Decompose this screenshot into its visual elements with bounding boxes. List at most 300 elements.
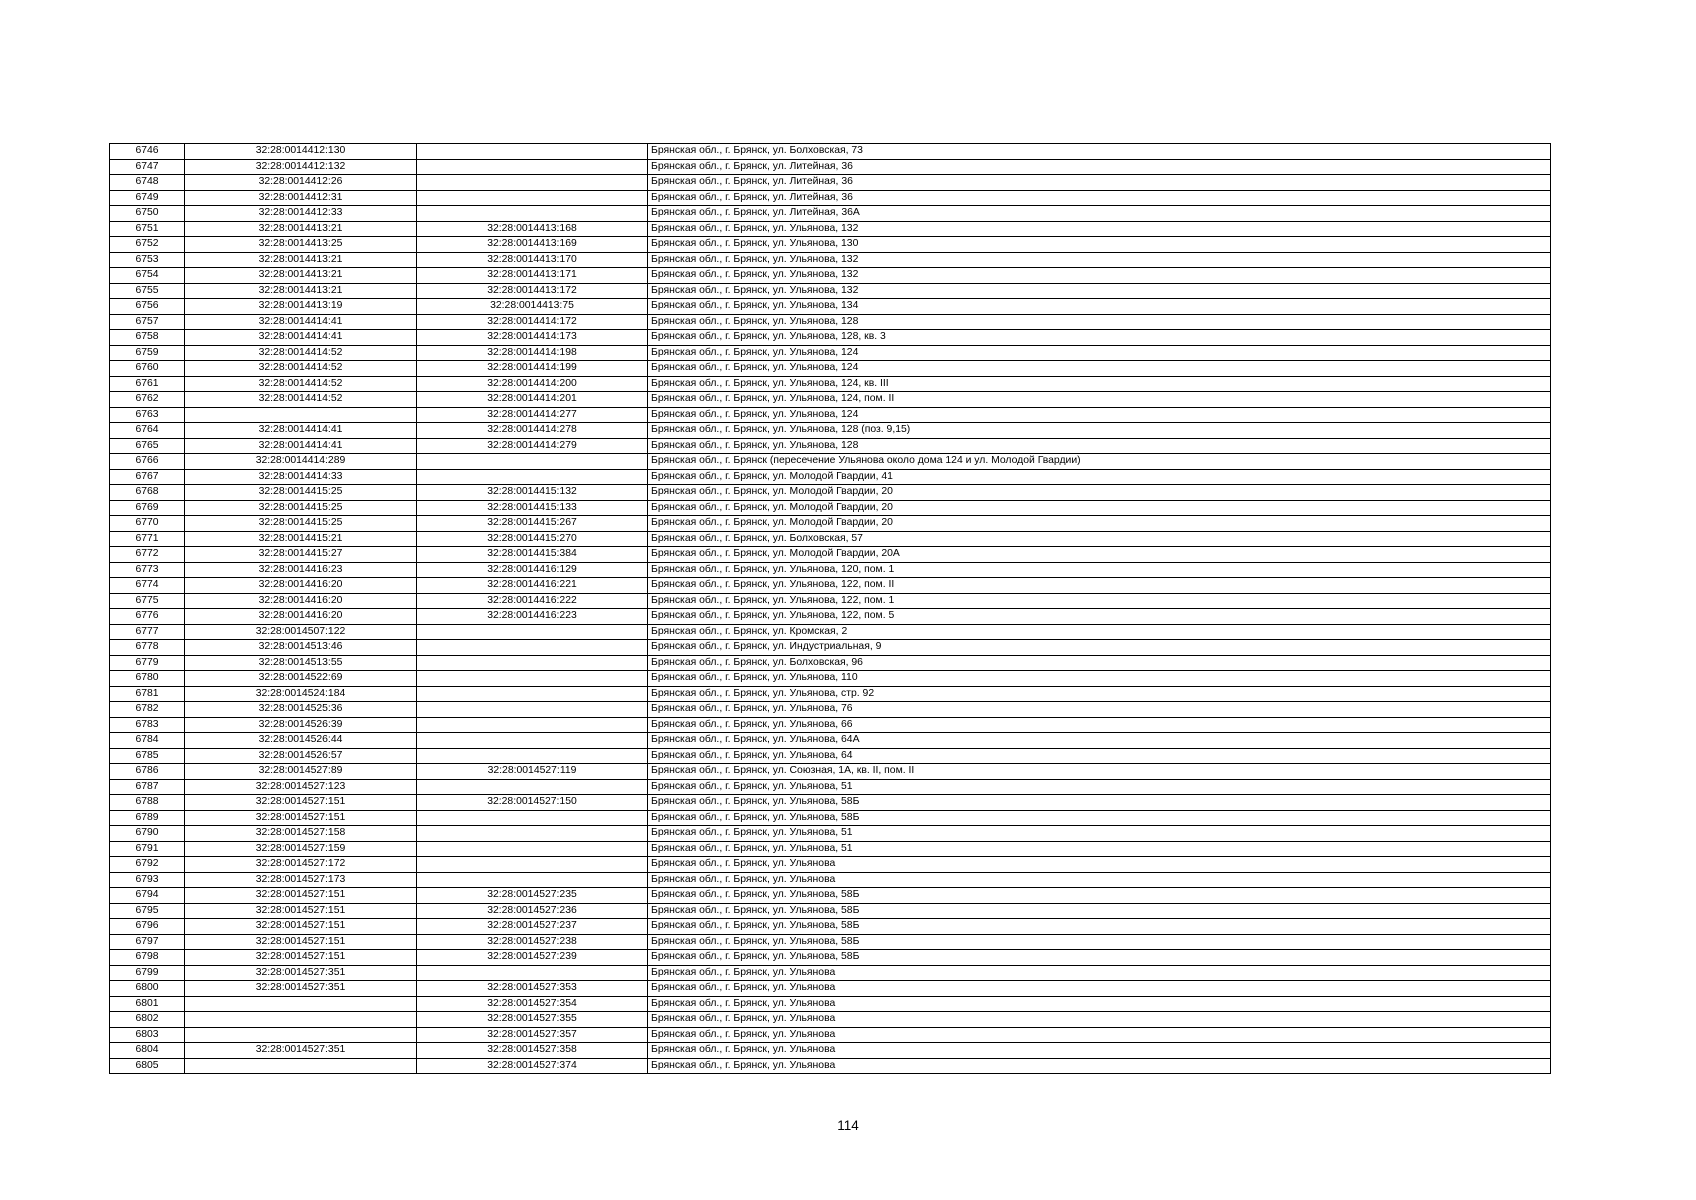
address-cell: Брянская обл., г. Брянск, ул. Молодой Гвардии, 20 [648,500,1551,516]
land-plot-cadastral-cell: 32:28:0014415:25 [185,500,417,516]
row-number-cell: 6763 [110,407,185,423]
table-row [110,283,1551,299]
row-number-cell: 6755 [110,283,185,299]
object-cadastral-cell [417,206,648,222]
land-plot-cadastral-cell: 32:28:0014527:151 [185,934,417,950]
row-number-cell: 6757 [110,314,185,330]
object-cadastral-cell: 32:28:0014416:222 [417,593,648,609]
land-plot-cadastral-cell: 32:28:0014416:20 [185,609,417,625]
address-cell: Брянская обл., г. Брянск, ул. Ульянова [648,981,1551,997]
address-cell: Брянская обл., г. Брянск, ул. Ульянова, 124, кв. III [648,376,1551,392]
address-cell: Брянская обл., г. Брянск, ул. Литейная, 36 [648,159,1551,175]
address-cell: Брянская обл., г. Брянск, ул. Литейная, 36А [648,206,1551,222]
address-cell: Брянская обл., г. Брянск, ул. Ульянова, 130 [648,237,1551,253]
table-row [110,764,1551,780]
land-plot-cadastral-cell: 32:28:0014527:123 [185,779,417,795]
object-cadastral-cell [417,717,648,733]
land-plot-cadastral-cell: 32:28:0014525:36 [185,702,417,718]
table-row [110,454,1551,470]
land-plot-cadastral-cell: 32:28:0014412:132 [185,159,417,175]
land-plot-cadastral-cell: 32:28:0014507:122 [185,624,417,640]
row-number-cell: 6777 [110,624,185,640]
land-plot-cadastral-cell: 32:28:0014527:351 [185,1043,417,1059]
object-cadastral-cell: 32:28:0014527:119 [417,764,648,780]
object-cadastral-cell [417,655,648,671]
table-row [110,407,1551,423]
table-row [110,268,1551,284]
object-cadastral-cell: 32:28:0014415:267 [417,516,648,532]
address-cell: Брянская обл., г. Брянск, ул. Ульянова, 132 [648,252,1551,268]
table-row [110,516,1551,532]
table-row [110,330,1551,346]
address-cell: Брянская обл., г. Брянск, ул. Ульянова, 128 [648,438,1551,454]
address-cell: Брянская обл., г. Брянск, ул. Ульянова, 58Б [648,950,1551,966]
object-cadastral-cell: 32:28:0014527:355 [417,1012,648,1028]
row-number-cell: 6768 [110,485,185,501]
table-row [110,888,1551,904]
land-plot-cadastral-cell: 32:28:0014414:52 [185,345,417,361]
land-plot-cadastral-cell: 32:28:0014526:39 [185,717,417,733]
row-number-cell: 6776 [110,609,185,625]
table-row [110,748,1551,764]
object-cadastral-cell [417,841,648,857]
row-number-cell: 6765 [110,438,185,454]
object-cadastral-cell: 32:28:0014416:221 [417,578,648,594]
row-number-cell: 6792 [110,857,185,873]
row-number-cell: 6797 [110,934,185,950]
row-number-cell: 6767 [110,469,185,485]
address-cell: Брянская обл., г. Брянск, ул. Ульянова [648,857,1551,873]
object-cadastral-cell [417,965,648,981]
land-plot-cadastral-cell: 32:28:0014415:21 [185,531,417,547]
row-number-cell: 6791 [110,841,185,857]
land-plot-cadastral-cell: 32:28:0014414:52 [185,376,417,392]
table-row [110,857,1551,873]
land-plot-cadastral-cell: 32:28:0014414:41 [185,423,417,439]
land-plot-cadastral-cell: 32:28:0014414:41 [185,314,417,330]
address-cell: Брянская обл., г. Брянск, ул. Ульянова, 58Б [648,795,1551,811]
row-number-cell: 6773 [110,562,185,578]
object-cadastral-cell: 32:28:0014414:200 [417,376,648,392]
table-row [110,640,1551,656]
address-cell: Брянская обл., г. Брянск, ул. Молодой Гвардии, 41 [648,469,1551,485]
row-number-cell: 6804 [110,1043,185,1059]
address-cell: Брянская обл., г. Брянск, ул. Литейная, 36 [648,175,1551,191]
object-cadastral-cell: 32:28:0014413:169 [417,237,648,253]
object-cadastral-cell [417,144,648,160]
object-cadastral-cell [417,686,648,702]
row-number-cell: 6787 [110,779,185,795]
table-row [110,903,1551,919]
table-row [110,175,1551,191]
row-number-cell: 6746 [110,144,185,160]
object-cadastral-cell [417,826,648,842]
row-number-cell: 6758 [110,330,185,346]
land-plot-cadastral-cell: 32:28:0014413:19 [185,299,417,315]
address-cell: Брянская обл., г. Брянск, ул. Ульянова, 120, пом. 1 [648,562,1551,578]
table-row [110,159,1551,175]
land-plot-cadastral-cell: 32:28:0014527:151 [185,795,417,811]
table-row [110,733,1551,749]
row-number-cell: 6750 [110,206,185,222]
address-cell: Брянская обл., г. Брянск, ул. Ульянова [648,1027,1551,1043]
land-plot-cadastral-cell [185,407,417,423]
object-cadastral-cell [417,733,648,749]
address-cell: Брянская обл., г. Брянск (пересечение Ульянова около дома 124 и ул. Молодой Гвардии) [648,454,1551,470]
registry-table-body [110,144,1551,1074]
row-number-cell: 6752 [110,237,185,253]
address-cell: Брянская обл., г. Брянск, ул. Ульянова, 134 [648,299,1551,315]
land-plot-cadastral-cell: 32:28:0014414:52 [185,361,417,377]
table-row [110,826,1551,842]
land-plot-cadastral-cell: 32:28:0014413:25 [185,237,417,253]
row-number-cell: 6775 [110,593,185,609]
address-cell: Брянская обл., г. Брянск, ул. Ульянова, 51 [648,779,1551,795]
row-number-cell: 6772 [110,547,185,563]
land-plot-cadastral-cell: 32:28:0014412:33 [185,206,417,222]
row-number-cell: 6800 [110,981,185,997]
table-row [110,237,1551,253]
object-cadastral-cell: 32:28:0014415:270 [417,531,648,547]
object-cadastral-cell [417,857,648,873]
row-number-cell: 6770 [110,516,185,532]
address-cell: Брянская обл., г. Брянск, ул. Ульянова, 58Б [648,919,1551,935]
object-cadastral-cell [417,872,648,888]
land-plot-cadastral-cell: 32:28:0014527:151 [185,919,417,935]
row-number-cell: 6781 [110,686,185,702]
object-cadastral-cell [417,159,648,175]
land-plot-cadastral-cell: 32:28:0014527:151 [185,888,417,904]
land-plot-cadastral-cell: 32:28:0014416:23 [185,562,417,578]
row-number-cell: 6749 [110,190,185,206]
table-row [110,609,1551,625]
table-row [110,376,1551,392]
address-cell: Брянская обл., г. Брянск, ул. Ульянова, 64А [648,733,1551,749]
table-row [110,345,1551,361]
land-plot-cadastral-cell: 32:28:0014412:26 [185,175,417,191]
row-number-cell: 6759 [110,345,185,361]
object-cadastral-cell [417,702,648,718]
object-cadastral-cell: 32:28:0014415:384 [417,547,648,563]
object-cadastral-cell: 32:28:0014527:236 [417,903,648,919]
address-cell: Брянская обл., г. Брянск, ул. Индустриальная, 9 [648,640,1551,656]
object-cadastral-cell: 32:28:0014414:172 [417,314,648,330]
land-plot-cadastral-cell: 32:28:0014527:351 [185,965,417,981]
address-cell: Брянская обл., г. Брянск, ул. Ульянова [648,1043,1551,1059]
object-cadastral-cell [417,748,648,764]
land-plot-cadastral-cell: 32:28:0014413:21 [185,221,417,237]
object-cadastral-cell: 32:28:0014527:150 [417,795,648,811]
land-plot-cadastral-cell: 32:28:0014522:69 [185,671,417,687]
land-plot-cadastral-cell: 32:28:0014513:46 [185,640,417,656]
row-number-cell: 6764 [110,423,185,439]
registry-table [109,143,1551,1074]
land-plot-cadastral-cell: 32:28:0014415:25 [185,516,417,532]
object-cadastral-cell: 32:28:0014413:170 [417,252,648,268]
row-number-cell: 6783 [110,717,185,733]
land-plot-cadastral-cell: 32:28:0014527:351 [185,981,417,997]
table-row [110,872,1551,888]
table-row [110,547,1551,563]
table-row [110,965,1551,981]
table-row [110,795,1551,811]
row-number-cell: 6785 [110,748,185,764]
address-cell: Брянская обл., г. Брянск, ул. Болховская, 96 [648,655,1551,671]
land-plot-cadastral-cell: 32:28:0014527:158 [185,826,417,842]
land-plot-cadastral-cell: 32:28:0014413:21 [185,268,417,284]
table-row [110,624,1551,640]
land-plot-cadastral-cell: 32:28:0014527:172 [185,857,417,873]
address-cell: Брянская обл., г. Брянск, ул. Ульянова, 124, пом. II [648,392,1551,408]
land-plot-cadastral-cell [185,1058,417,1074]
address-cell: Брянская обл., г. Брянск, ул. Ульянова, 58Б [648,810,1551,826]
address-cell: Брянская обл., г. Брянск, ул. Ульянова, 64 [648,748,1551,764]
row-number-cell: 6747 [110,159,185,175]
table-row [110,671,1551,687]
address-cell: Брянская обл., г. Брянск, ул. Ульянова, 132 [648,221,1551,237]
object-cadastral-cell: 32:28:0014527:239 [417,950,648,966]
object-cadastral-cell: 32:28:0014416:223 [417,609,648,625]
table-row [110,392,1551,408]
row-number-cell: 6782 [110,702,185,718]
table-row [110,485,1551,501]
row-number-cell: 6793 [110,872,185,888]
object-cadastral-cell: 32:28:0014414:201 [417,392,648,408]
address-cell: Брянская обл., г. Брянск, ул. Союзная, 1А, кв. II, пом. II [648,764,1551,780]
row-number-cell: 6790 [110,826,185,842]
address-cell: Брянская обл., г. Брянск, ул. Ульянова [648,1058,1551,1074]
table-row [110,1027,1551,1043]
object-cadastral-cell [417,779,648,795]
address-cell: Брянская обл., г. Брянск, ул. Ульянова, 128, кв. 3 [648,330,1551,346]
object-cadastral-cell [417,810,648,826]
table-row [110,810,1551,826]
land-plot-cadastral-cell: 32:28:0014527:173 [185,872,417,888]
table-row [110,779,1551,795]
table-row [110,206,1551,222]
object-cadastral-cell: 32:28:0014527:374 [417,1058,648,1074]
object-cadastral-cell: 32:28:0014413:168 [417,221,648,237]
object-cadastral-cell: 32:28:0014413:75 [417,299,648,315]
object-cadastral-cell: 32:28:0014414:279 [417,438,648,454]
table-row [110,578,1551,594]
address-cell: Брянская обл., г. Брянск, ул. Ульянова, 132 [648,268,1551,284]
row-number-cell: 6794 [110,888,185,904]
address-cell: Брянская обл., г. Брянск, ул. Ульянова, 128 [648,314,1551,330]
object-cadastral-cell: 32:28:0014527:358 [417,1043,648,1059]
land-plot-cadastral-cell: 32:28:0014414:41 [185,438,417,454]
land-plot-cadastral-cell: 32:28:0014526:57 [185,748,417,764]
table-row [110,1043,1551,1059]
address-cell: Брянская обл., г. Брянск, ул. Ульянова [648,996,1551,1012]
row-number-cell: 6756 [110,299,185,315]
object-cadastral-cell: 32:28:0014414:198 [417,345,648,361]
table-row [110,593,1551,609]
row-number-cell: 6788 [110,795,185,811]
table-row [110,702,1551,718]
row-number-cell: 6784 [110,733,185,749]
address-cell: Брянская обл., г. Брянск, ул. Ульянова [648,1012,1551,1028]
address-cell: Брянская обл., г. Брянск, ул. Ульянова, 132 [648,283,1551,299]
object-cadastral-cell: 32:28:0014413:171 [417,268,648,284]
object-cadastral-cell [417,469,648,485]
row-number-cell: 6779 [110,655,185,671]
land-plot-cadastral-cell: 32:28:0014414:52 [185,392,417,408]
land-plot-cadastral-cell: 32:28:0014414:289 [185,454,417,470]
row-number-cell: 6803 [110,1027,185,1043]
object-cadastral-cell: 32:28:0014527:353 [417,981,648,997]
land-plot-cadastral-cell: 32:28:0014527:151 [185,903,417,919]
land-plot-cadastral-cell: 32:28:0014414:41 [185,330,417,346]
row-number-cell: 6778 [110,640,185,656]
table-row [110,221,1551,237]
object-cadastral-cell: 32:28:0014527:354 [417,996,648,1012]
address-cell: Брянская обл., г. Брянск, ул. Молодой Гвардии, 20 [648,516,1551,532]
row-number-cell: 6801 [110,996,185,1012]
object-cadastral-cell [417,175,648,191]
row-number-cell: 6795 [110,903,185,919]
table-row [110,717,1551,733]
address-cell: Брянская обл., г. Брянск, ул. Ульянова, 51 [648,826,1551,842]
address-cell: Брянская обл., г. Брянск, ул. Литейная, 36 [648,190,1551,206]
table-row [110,841,1551,857]
table-row [110,996,1551,1012]
address-cell: Брянская обл., г. Брянск, ул. Ульянова, 122, пом. 5 [648,609,1551,625]
row-number-cell: 6748 [110,175,185,191]
table-row [110,919,1551,935]
table-row [110,361,1551,377]
object-cadastral-cell: 32:28:0014413:172 [417,283,648,299]
address-cell: Брянская обл., г. Брянск, ул. Ульянова [648,965,1551,981]
table-row [110,469,1551,485]
row-number-cell: 6798 [110,950,185,966]
table-row [110,934,1551,950]
table-row [110,686,1551,702]
land-plot-cadastral-cell: 32:28:0014524:184 [185,686,417,702]
object-cadastral-cell: 32:28:0014527:235 [417,888,648,904]
row-number-cell: 6760 [110,361,185,377]
address-cell: Брянская обл., г. Брянск, ул. Болховская, 73 [648,144,1551,160]
table-row [110,144,1551,160]
land-plot-cadastral-cell: 32:28:0014527:89 [185,764,417,780]
table-row [110,299,1551,315]
address-cell: Брянская обл., г. Брянск, ул. Ульянова, 124 [648,407,1551,423]
address-cell: Брянская обл., г. Брянск, ул. Болховская, 57 [648,531,1551,547]
object-cadastral-cell [417,190,648,206]
row-number-cell: 6802 [110,1012,185,1028]
object-cadastral-cell [417,671,648,687]
row-number-cell: 6786 [110,764,185,780]
row-number-cell: 6799 [110,965,185,981]
table-row [110,438,1551,454]
address-cell: Брянская обл., г. Брянск, ул. Ульянова, 66 [648,717,1551,733]
row-number-cell: 6762 [110,392,185,408]
row-number-cell: 6780 [110,671,185,687]
address-cell: Брянская обл., г. Брянск, ул. Ульянова, 58Б [648,903,1551,919]
object-cadastral-cell: 32:28:0014415:133 [417,500,648,516]
row-number-cell: 6789 [110,810,185,826]
page-number: 114 [837,1118,859,1133]
object-cadastral-cell: 32:28:0014415:132 [417,485,648,501]
address-cell: Брянская обл., г. Брянск, ул. Ульянова, 122, пом. 1 [648,593,1551,609]
land-plot-cadastral-cell [185,1027,417,1043]
object-cadastral-cell: 32:28:0014414:173 [417,330,648,346]
row-number-cell: 6751 [110,221,185,237]
row-number-cell: 6753 [110,252,185,268]
object-cadastral-cell: 32:28:0014416:129 [417,562,648,578]
row-number-cell: 6754 [110,268,185,284]
object-cadastral-cell: 32:28:0014414:199 [417,361,648,377]
address-cell: Брянская обл., г. Брянск, ул. Ульянова, 51 [648,841,1551,857]
address-cell: Брянская обл., г. Брянск, ул. Ульянова, 58Б [648,888,1551,904]
object-cadastral-cell: 32:28:0014414:277 [417,407,648,423]
row-number-cell: 6774 [110,578,185,594]
address-cell: Брянская обл., г. Брянск, ул. Ульянова, 76 [648,702,1551,718]
land-plot-cadastral-cell [185,996,417,1012]
land-plot-cadastral-cell: 32:28:0014413:21 [185,252,417,268]
table-row [110,190,1551,206]
table-row [110,423,1551,439]
address-cell: Брянская обл., г. Брянск, ул. Ульянова, 124 [648,345,1551,361]
table-row [110,531,1551,547]
address-cell: Брянская обл., г. Брянск, ул. Молодой Гвардии, 20 [648,485,1551,501]
address-cell: Брянская обл., г. Брянск, ул. Ульянова, 124 [648,361,1551,377]
object-cadastral-cell [417,640,648,656]
land-plot-cadastral-cell: 32:28:0014513:55 [185,655,417,671]
table-row [110,655,1551,671]
table-row [110,314,1551,330]
object-cadastral-cell: 32:28:0014527:238 [417,934,648,950]
row-number-cell: 6769 [110,500,185,516]
land-plot-cadastral-cell: 32:28:0014416:20 [185,578,417,594]
address-cell: Брянская обл., г. Брянск, ул. Ульянова, 128 (поз. 9,15) [648,423,1551,439]
table-row [110,950,1551,966]
table-row [110,1012,1551,1028]
row-number-cell: 6771 [110,531,185,547]
object-cadastral-cell: 32:28:0014414:278 [417,423,648,439]
object-cadastral-cell: 32:28:0014527:237 [417,919,648,935]
land-plot-cadastral-cell: 32:28:0014527:151 [185,950,417,966]
table-row [110,981,1551,997]
table-row [110,252,1551,268]
land-plot-cadastral-cell: 32:28:0014415:27 [185,547,417,563]
land-plot-cadastral-cell: 32:28:0014412:130 [185,144,417,160]
land-plot-cadastral-cell [185,1012,417,1028]
address-cell: Брянская обл., г. Брянск, ул. Кромская, 2 [648,624,1551,640]
address-cell: Брянская обл., г. Брянск, ул. Молодой Гвардии, 20А [648,547,1551,563]
address-cell: Брянская обл., г. Брянск, ул. Ульянова, 58Б [648,934,1551,950]
row-number-cell: 6805 [110,1058,185,1074]
row-number-cell: 6761 [110,376,185,392]
land-plot-cadastral-cell: 32:28:0014414:33 [185,469,417,485]
object-cadastral-cell [417,624,648,640]
land-plot-cadastral-cell: 32:28:0014415:25 [185,485,417,501]
row-number-cell: 6796 [110,919,185,935]
object-cadastral-cell [417,454,648,470]
land-plot-cadastral-cell: 32:28:0014412:31 [185,190,417,206]
land-plot-cadastral-cell: 32:28:0014527:151 [185,810,417,826]
land-plot-cadastral-cell: 32:28:0014416:20 [185,593,417,609]
address-cell: Брянская обл., г. Брянск, ул. Ульянова, 110 [648,671,1551,687]
land-plot-cadastral-cell: 32:28:0014526:44 [185,733,417,749]
land-plot-cadastral-cell: 32:28:0014527:159 [185,841,417,857]
land-plot-cadastral-cell: 32:28:0014413:21 [185,283,417,299]
table-row [110,500,1551,516]
address-cell: Брянская обл., г. Брянск, ул. Ульянова [648,872,1551,888]
address-cell: Брянская обл., г. Брянск, ул. Ульянова, 122, пом. II [648,578,1551,594]
table-row [110,1058,1551,1074]
table-row [110,562,1551,578]
